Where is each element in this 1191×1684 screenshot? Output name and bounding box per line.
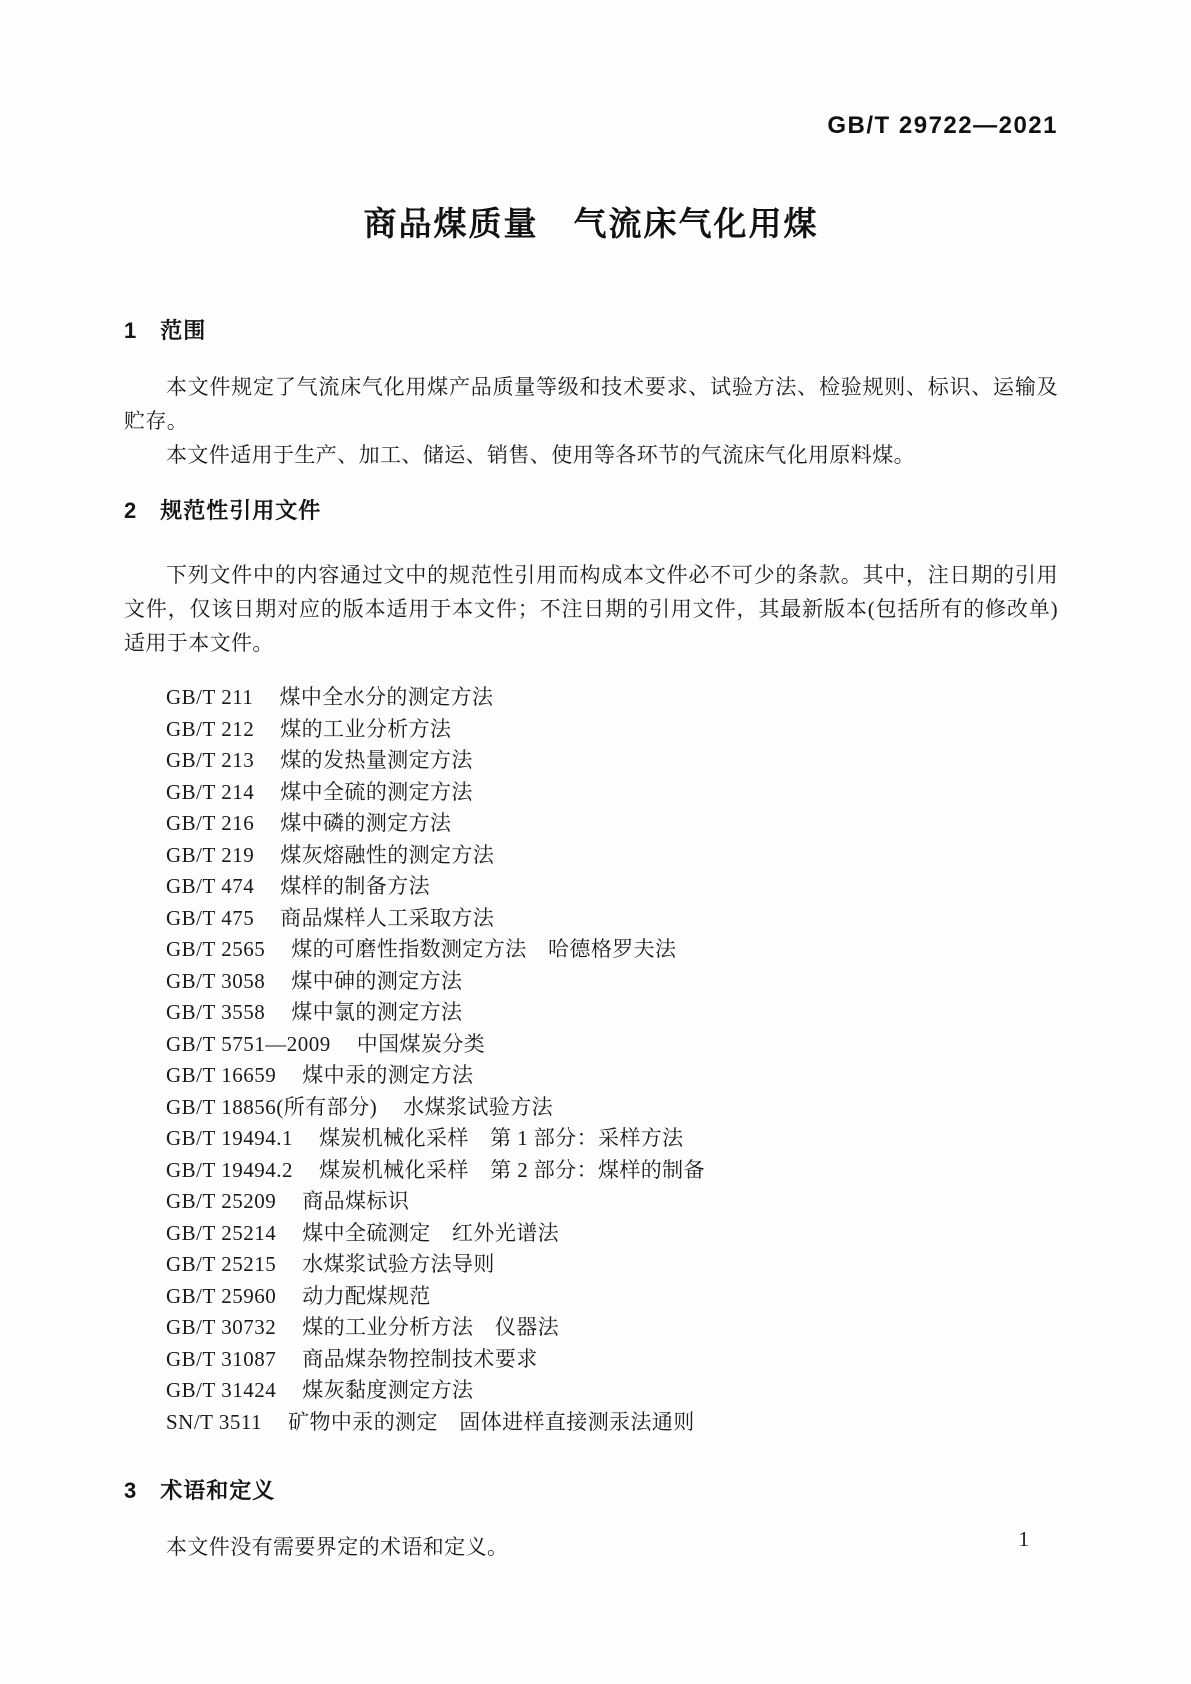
- reference-title: 动力配煤规范: [302, 1283, 431, 1308]
- reference-title: 煤中全水分的测定方法: [279, 685, 494, 709]
- reference-title: 中国煤炭分类: [356, 1031, 486, 1056]
- reference-item: [166, 1092, 1058, 1124]
- reference-title: 煤中全硫测定 红外光谱法: [302, 1220, 560, 1245]
- reference-code: GB/T 213: [166, 748, 255, 772]
- reference-code: GB/T 18856(所有部分): [166, 1094, 378, 1119]
- page-header: [124, 0, 1058, 140]
- reference-title: 煤灰熔融性的测定方法: [280, 842, 495, 867]
- section-3-title: 术语和定义: [160, 1478, 276, 1503]
- reference-item: [166, 1123, 1058, 1155]
- document-title: 商品煤质量 气流床气化用煤: [363, 205, 819, 242]
- reference-item: [166, 934, 1058, 966]
- reference-title: 煤中全硫的测定方法: [280, 779, 473, 804]
- reference-code: GB/T 214: [166, 779, 255, 804]
- reference-code: GB/T 475: [166, 905, 255, 930]
- reference-code: GB/T 31087: [166, 1346, 277, 1371]
- reference-item: [166, 1281, 1058, 1313]
- reference-title: 煤中砷的测定方法: [291, 968, 463, 993]
- reference-title: 煤的工业分析方法: [280, 716, 452, 741]
- reference-code: GB/T 19494.2: [166, 1157, 293, 1182]
- reference-item: [166, 714, 1058, 746]
- reference-code: GB/T 30732: [166, 1315, 277, 1339]
- page-number: 1: [1018, 1527, 1029, 1551]
- reference-item: [166, 903, 1058, 935]
- reference-title: 煤中磷的测定方法: [280, 811, 452, 835]
- reference-item: [166, 1344, 1058, 1376]
- reference-item: [166, 1375, 1058, 1407]
- section-3-body: [124, 1530, 1058, 1564]
- terms-paragraph: 本文件没有需要界定的术语和定义。: [166, 1535, 509, 1559]
- reference-title: 水煤浆试验方法: [403, 1094, 554, 1119]
- reference-title: 矿物中汞的测定 固体进样直接测汞法通则: [288, 1409, 695, 1434]
- reference-title: 商品煤标识: [302, 1189, 410, 1213]
- reference-code: SN/T 3511: [166, 1409, 263, 1434]
- reference-item: [166, 1060, 1058, 1092]
- section-scope: [124, 318, 1058, 472]
- reference-code: GB/T 25209: [166, 1189, 277, 1213]
- reference-item: [166, 777, 1058, 809]
- reference-code: GB/T 25214: [166, 1220, 277, 1245]
- reference-code: GB/T 219: [166, 842, 255, 867]
- reference-item: [166, 1407, 1058, 1439]
- reference-item: [166, 1249, 1058, 1281]
- reference-item: [166, 745, 1058, 777]
- section-1-body: [124, 370, 1058, 472]
- references-list: [166, 682, 1058, 1438]
- reference-item: [166, 1312, 1058, 1344]
- reference-title: 煤的可磨性指数测定方法 哈德格罗夫法: [291, 937, 677, 961]
- section-3-number: 3: [124, 1478, 137, 1503]
- reference-title: 煤炭机械化采样 第 1 部分：采样方法: [318, 1126, 684, 1150]
- section-2-heading: [124, 498, 1058, 524]
- reference-code: GB/T 5751—2009: [166, 1031, 331, 1056]
- section-2-title: 规范性引用文件: [160, 498, 322, 523]
- standard-code: GB/T 29722—2021: [827, 112, 1058, 139]
- reference-title: 煤的发热量测定方法: [280, 748, 473, 772]
- section-normative-references: [124, 498, 1058, 1438]
- reference-code: GB/T 212: [166, 716, 255, 741]
- reference-item: [166, 1218, 1058, 1250]
- reference-title: 煤样的制备方法: [280, 874, 431, 898]
- reference-code: GB/T 19494.1: [166, 1126, 293, 1150]
- reference-item: [166, 871, 1058, 903]
- reference-item: [166, 966, 1058, 998]
- scope-paragraph-2: 本文件适用于生产、加工、储运、销售、使用等各环节的气流床气化用原料煤。: [166, 443, 915, 467]
- section-1-heading: [124, 318, 1058, 344]
- reference-title: 商品煤样人工采取方法: [280, 905, 495, 930]
- reference-code: GB/T 216: [166, 811, 255, 835]
- reference-code: GB/T 25215: [166, 1252, 277, 1276]
- reference-code: GB/T 3058: [166, 968, 266, 993]
- scope-paragraph-1: 本文件规定了气流床气化用煤产品质量等级和技术要求、试验方法、检验规则、标识、运输及贮存。: [124, 375, 1058, 433]
- reference-code: GB/T 3558: [166, 1000, 266, 1024]
- reference-title: 煤中氯的测定方法: [291, 1000, 463, 1024]
- reference-code: GB/T 211: [166, 685, 254, 709]
- reference-item: [166, 808, 1058, 840]
- reference-item: [166, 1155, 1058, 1187]
- section-terms-definitions: [124, 1478, 1058, 1564]
- reference-code: GB/T 31424: [166, 1378, 277, 1402]
- section-3-heading: [124, 1478, 1058, 1504]
- section-2-number: 2: [124, 498, 137, 523]
- reference-code: GB/T 25960: [166, 1283, 277, 1308]
- section-1-number: 1: [124, 318, 137, 343]
- reference-item: [166, 997, 1058, 1029]
- reference-title: 水煤浆试验方法导则: [302, 1252, 495, 1276]
- references-intro-paragraph: 下列文件中的内容通过文中的规范性引用而构成本文件必不可少的条款。其中，注日期的引用文件，仅该日期对应的版本适用于本文件；不注日期的引用文件，其最新版本(包括所有的修改单)适用于本文件。: [124, 563, 1058, 655]
- reference-title: 煤中汞的测定方法: [302, 1063, 474, 1087]
- reference-code: GB/T 474: [166, 874, 255, 898]
- reference-item: [166, 1186, 1058, 1218]
- reference-code: GB/T 2565: [166, 937, 266, 961]
- reference-title: 煤炭机械化采样 第 2 部分：煤样的制备: [318, 1157, 705, 1182]
- reference-item: [166, 1029, 1058, 1061]
- reference-title: 煤灰黏度测定方法: [302, 1378, 474, 1402]
- section-1-title: 范围: [160, 318, 207, 343]
- reference-title: 商品煤杂物控制技术要求: [302, 1346, 538, 1371]
- reference-title: 煤的工业分析方法 仪器法: [302, 1315, 560, 1339]
- section-2-body: [124, 558, 1058, 1438]
- reference-code: GB/T 16659: [166, 1063, 277, 1087]
- reference-item: [166, 682, 1058, 714]
- reference-item: [166, 840, 1058, 872]
